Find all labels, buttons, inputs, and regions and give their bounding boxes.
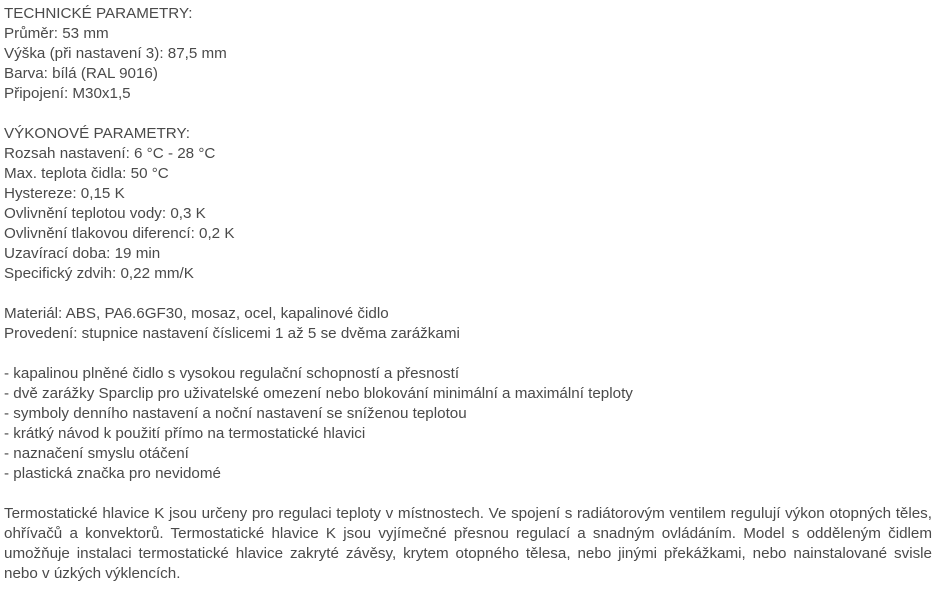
design-line: Provedení: stupnice nastavení číslicemi 1 až 5 se dvěma zarážkami: [4, 325, 460, 342]
feature-item: - symboly denního nastavení a noční nastavení se sníženou teplotou: [4, 405, 467, 422]
technical-parameter-line: Průměr: 53 mm: [4, 25, 109, 42]
features-list: [4, 364, 932, 484]
feature-item: - dvě zarážky Sparclip pro uživatelské omezení nebo blokování minimální a maximální teploty: [4, 385, 633, 402]
technical-parameter-line: Barva: bílá (RAL 9016): [4, 65, 158, 82]
performance-parameters-heading: VÝKONOVÉ PARAMETRY:: [4, 125, 190, 142]
material-line: Materiál: ABS, PA6.6GF30, mosaz, ocel, kapalinové čidlo: [4, 305, 389, 322]
description-paragraph: Termostatické hlavice K jsou určeny pro regulaci teploty v místnostech. Ve spojení s radiátorovým ventilem regulují výkon otopných těles, ohřívačů a konvektorů. Termostatické hlavice K jsou vyjímečné přesnou regulací a snadným ovládáním. Model s odděleným čidlem umožňuje instalaci termostatické hlavice zakryté závěsy, krytem otopného tělesa, nebo jinými překážkami, nebo nainstalované svisle nebo v úzkých výklencích.: [4, 505, 932, 582]
feature-item: - plastická značka pro nevidomé: [4, 465, 221, 482]
technical-parameter-line: Připojení: M30x1,5: [4, 85, 131, 102]
performance-parameter-line: Ovlivnění tlakovou diferencí: 0,2 K: [4, 225, 235, 242]
material-section: [4, 304, 932, 344]
performance-parameter-line: Uzavírací doba: 19 min: [4, 245, 161, 262]
feature-item: - naznačení smyslu otáčení: [4, 445, 189, 462]
technical-parameter-line: Výška (při nastavení 3): 87,5 mm: [4, 45, 227, 62]
performance-parameters-section: [4, 124, 932, 284]
technical-parameters-section: [4, 4, 932, 104]
performance-parameter-line: Rozsah nastavení: 6 °C - 28 °C: [4, 145, 216, 162]
performance-parameter-line: Max. teplota čidla: 50 °C: [4, 165, 169, 182]
feature-item: - krátký návod k použití přímo na termostatické hlavici: [4, 425, 366, 442]
feature-item: - kapalinou plněné čidlo s vysokou regulační schopností a přesností: [4, 365, 460, 382]
performance-parameter-line: Hystereze: 0,15 K: [4, 185, 125, 202]
performance-parameter-line: Ovlivnění teplotou vody: 0,3 K: [4, 205, 206, 222]
performance-parameter-line: Specifický zdvih: 0,22 mm/K: [4, 265, 194, 282]
technical-parameters-heading: TECHNICKÉ PARAMETRY:: [4, 5, 193, 22]
